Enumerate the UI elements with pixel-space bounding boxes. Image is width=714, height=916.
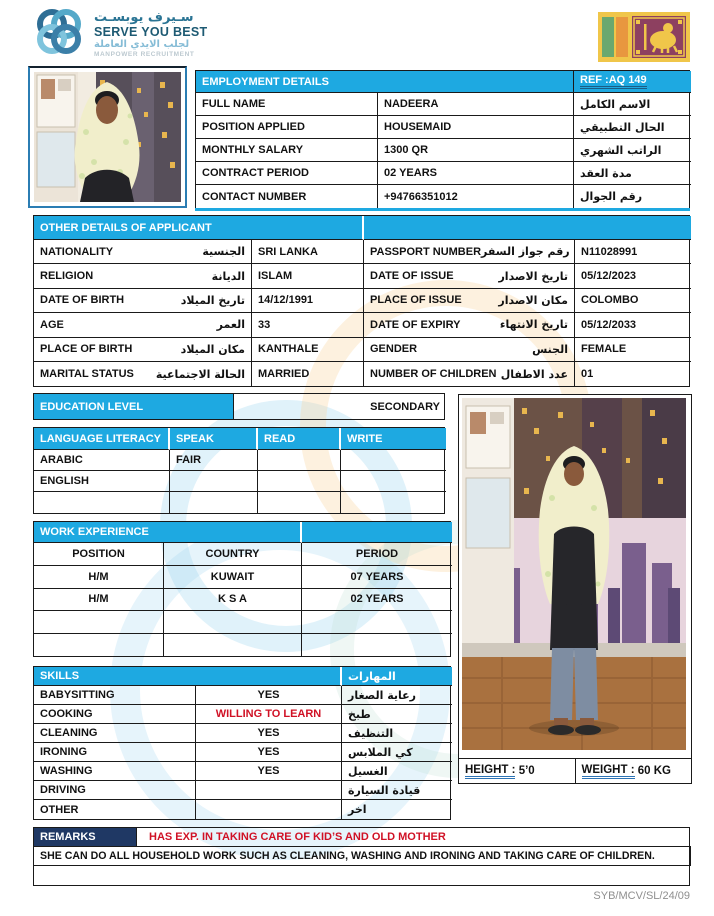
employment-label: MONTHLY SALARY <box>196 139 378 162</box>
employment-ref: REF :AQ 149 <box>574 71 691 93</box>
skill-label: CLEANING <box>34 724 196 743</box>
work-col-header: POSITION <box>34 543 164 566</box>
work-position <box>34 634 164 657</box>
detail-label-right: DATE OF ISSUE تاريخ الاصدار <box>364 264 575 288</box>
document-reference-code: SYB/MCV/SL/24/09 <box>593 890 690 902</box>
detail-value-right: 05/12/2023 <box>575 264 691 288</box>
detail-label-right: PASSPORT NUMBER رقم جواز السفر <box>364 240 575 264</box>
remarks-empty-row <box>34 866 691 885</box>
employment-label: CONTRACT PERIOD <box>196 162 378 185</box>
language-read <box>258 492 341 513</box>
detail-label-left: MARITAL STATUS الحالة الاجتماعية <box>34 362 252 386</box>
language-write <box>341 492 446 513</box>
applicant-photo-panel <box>458 394 692 784</box>
work-period <box>302 611 452 634</box>
skill-value: YES <box>196 724 342 743</box>
work-period <box>302 634 452 657</box>
work-experience-title-spacer <box>302 522 452 543</box>
remarks-title: REMARKS <box>34 828 137 847</box>
agency-logo <box>30 3 208 66</box>
language-speak <box>170 492 258 513</box>
applicant-portrait-photo <box>28 66 187 208</box>
work-experience-title: WORK EXPERIENCE <box>34 522 302 543</box>
language-col-header: READ <box>258 428 341 450</box>
employment-label: POSITION APPLIED <box>196 116 378 139</box>
education-level-value: SECONDARY <box>370 400 440 413</box>
language-col-header: WRITE <box>341 428 446 450</box>
work-country <box>164 611 302 634</box>
skill-label: OTHER <box>34 800 196 819</box>
language-speak: FAIR <box>170 450 258 471</box>
language-speak <box>170 471 258 492</box>
detail-value-left: MARRIED <box>252 362 364 386</box>
skill-label: COOKING <box>34 705 196 724</box>
height-field <box>459 759 576 783</box>
other-details-title: OTHER DETAILS OF APPLICANT <box>34 216 364 240</box>
language-write <box>341 471 446 492</box>
logo-arabic-title: سـيرف يوبسـت <box>94 9 194 25</box>
skill-value: YES <box>196 762 342 781</box>
sri-lanka-flag <box>598 12 690 67</box>
employment-arabic-label: مدة العقد <box>574 162 691 185</box>
work-col-header: COUNTRY <box>164 543 302 566</box>
work-position: H/M <box>34 589 164 612</box>
height-weight-row <box>459 758 691 783</box>
skill-arabic: رعاية الصغار <box>342 686 452 705</box>
employment-value: 02 YEARS <box>378 162 574 185</box>
language-name: ARABIC <box>34 450 170 471</box>
employment-value: NADEERA <box>378 93 574 116</box>
detail-label-left: AGE العمر <box>34 313 252 337</box>
skill-label: IRONING <box>34 743 196 762</box>
skill-arabic: الغسيل <box>342 762 452 781</box>
remarks-highlight: HAS EXP. IN TAKING CARE OF KID’S AND OLD MOTHER <box>137 828 691 847</box>
skills-table <box>33 666 451 820</box>
language-write <box>341 450 446 471</box>
detail-value-right: COLOMBO <box>575 289 691 313</box>
skill-value: YES <box>196 743 342 762</box>
detail-value-left: 33 <box>252 313 364 337</box>
language-col-header: SPEAK <box>170 428 258 450</box>
employment-arabic-label: رقم الجوال <box>580 190 643 203</box>
skill-value <box>196 781 342 800</box>
detail-label-right: DATE OF EXPIRY تاريخ الانتهاء <box>364 313 575 337</box>
work-country: KUWAIT <box>164 566 302 589</box>
employment-arabic-label: الحال التطبيقي <box>574 116 691 139</box>
skill-value <box>196 800 342 819</box>
detail-value-right: FEMALE <box>575 338 691 362</box>
logo-english-title: SERVE YOU BEST <box>94 24 208 39</box>
work-position: H/M <box>34 566 164 589</box>
detail-value-left: 14/12/1991 <box>252 289 364 313</box>
language-read <box>258 471 341 492</box>
detail-value-left: SRI LANKA <box>252 240 364 264</box>
work-col-header: PERIOD <box>302 543 452 566</box>
skills-title-arabic: المهارات <box>342 667 452 686</box>
detail-label-left: RELIGION الديانة <box>34 264 252 288</box>
work-experience-table <box>33 521 451 657</box>
work-period: 02 YEARS <box>302 589 452 612</box>
skill-arabic: التنظيف <box>342 724 452 743</box>
detail-value-right: 05/12/2033 <box>575 313 691 337</box>
applicant-fullbody-photo <box>459 395 691 758</box>
detail-label-left: DATE OF BIRTH تاريخ الميلاد <box>34 289 252 313</box>
detail-value-left: KANTHALE <box>252 338 364 362</box>
height-label: HEIGHT : <box>465 764 515 779</box>
weight-value: 60 KG <box>637 765 671 777</box>
weight-field <box>576 759 692 783</box>
employment-arabic-label: الاسم الكامل <box>574 93 691 116</box>
detail-label-left: PLACE OF BIRTH مكان الميلاد <box>34 338 252 362</box>
skill-value: WILLING TO LEARN <box>196 705 342 724</box>
work-country <box>164 634 302 657</box>
language-col-header: LANGUAGE LITERACY <box>34 428 170 450</box>
language-name: ENGLISH <box>34 471 170 492</box>
employment-value: HOUSEMAID <box>378 116 574 139</box>
height-value: 5’0 <box>518 765 535 777</box>
skill-arabic: قيادة السيارة <box>342 781 452 800</box>
other-details-table <box>33 215 690 387</box>
employment-arabic-label: الراتب الشهري <box>574 139 691 162</box>
detail-value-right: N11028991 <box>575 240 691 264</box>
employment-label: CONTACT NUMBER <box>196 185 378 208</box>
remarks-text: SHE CAN DO ALL HOUSEHOLD WORK SUCH AS CLEANING, WASHING AND IRONING AND TAKING CARE OF CHILDREN. <box>34 847 691 866</box>
employment-details-title: EMPLOYMENT DETAILS <box>196 71 574 93</box>
employment-table-accent-line <box>195 208 690 211</box>
logo-knot-icon <box>30 3 88 66</box>
remarks-table <box>33 827 690 886</box>
work-position <box>34 611 164 634</box>
skills-title: SKILLS <box>34 667 342 686</box>
weight-label: WEIGHT : <box>582 764 635 779</box>
work-period: 07 YEARS <box>302 566 452 589</box>
education-level-title: EDUCATION LEVEL <box>34 394 234 419</box>
detail-label-right: NUMBER OF CHILDREN عدد الاطفال <box>364 362 575 386</box>
employment-value: 1300 QR <box>378 139 574 162</box>
skill-label: DRIVING <box>34 781 196 800</box>
skill-value: YES <box>196 686 342 705</box>
employment-details-table <box>195 70 690 209</box>
language-read <box>258 450 341 471</box>
detail-label-left: NATIONALITY الجنسية <box>34 240 252 264</box>
language-literacy-table <box>33 427 445 514</box>
language-name <box>34 492 170 513</box>
other-details-title-spacer <box>364 216 691 240</box>
skill-arabic: طبخ <box>342 705 452 724</box>
detail-value-right: 01 <box>581 368 594 381</box>
skill-label: WASHING <box>34 762 196 781</box>
detail-label-right: PLACE OF ISSUE مكان الاصدار <box>364 289 575 313</box>
employment-value: +94766351012 <box>378 185 574 208</box>
skill-arabic: اخر <box>348 803 367 816</box>
work-country: K S A <box>164 589 302 612</box>
logo-english-subtitle: MANPOWER RECRUITMENT <box>94 50 195 58</box>
skill-label: BABYSITTING <box>34 686 196 705</box>
logo-arabic-subtitle: لجلب الايدي العاملة <box>94 38 190 50</box>
detail-value-left: ISLAM <box>252 264 364 288</box>
employment-label: FULL NAME <box>196 93 378 116</box>
detail-label-right: GENDER الجنس <box>364 338 575 362</box>
education-level-row <box>33 393 445 420</box>
skill-arabic: كي الملابس <box>342 743 452 762</box>
